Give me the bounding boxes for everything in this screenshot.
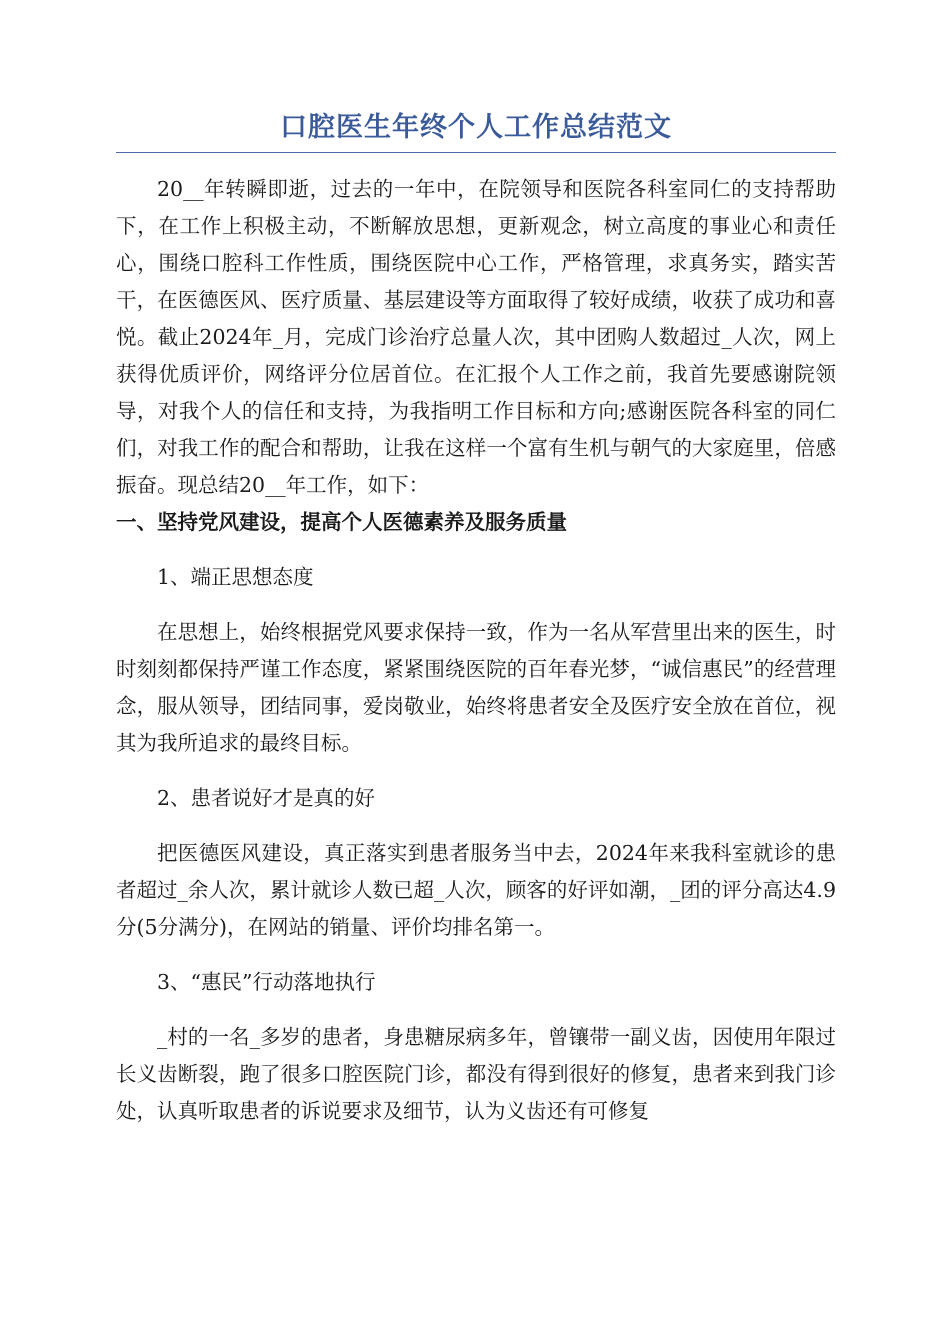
subsection-2-heading: 2、患者说好才是真的好 xyxy=(157,786,376,810)
section-1-heading: 一、坚持党风建设，提高个人医德素养及服务质量 xyxy=(116,510,567,534)
subsection-3-heading: 3、“惠民”行动落地执行 xyxy=(157,970,376,994)
subsection-3-paragraph: _村的一名_多岁的患者，身患糖尿病多年，曾镶带一副义齿，因使用年限过长义齿断裂，跑了很多口腔医院门诊，都没有得到很好的修复，患者来到我门诊处，认真听取患者的诉说要求及细节，认为义齿还有可修复 xyxy=(116,1025,836,1123)
document-page xyxy=(116,108,836,1130)
subsection-1-paragraph: 在思想上，始终根据党风要求保持一致，作为一名从军营里出来的医生，时时刻刻都保持严谨工作态度，紧紧围绕医院的百年春光梦，“诚信惠民”的经营理念，服从领导，团结同事，爱岗敬业，始终将患者安全及医疗安全放在首位，视其为我所追求的最终目标。 xyxy=(116,620,836,755)
subsection-1-heading: 1、端正思想态度 xyxy=(157,565,314,589)
document-body xyxy=(116,171,836,1130)
document-title: 口腔医生年终个人工作总结范文 xyxy=(116,108,836,153)
subsection-2-paragraph: 把医德医风建设，真正落实到患者服务当中去，2024年来我科室就诊的患者超过_余人次，累计就诊人数已超_人次，顾客的好评如潮，_团的评分高达4.9分(5分满分)，在网站的销量、评价均排名第一。 xyxy=(116,841,836,939)
intro-paragraph: 20__年转瞬即逝，过去的一年中，在院领导和医院各科室同仁的支持帮助下，在工作上积极主动，不断解放思想，更新观念，树立高度的事业心和责任心，围绕口腔科工作性质，围绕医院中心工作，严格管理，求真务实，踏实苦干，在医德医风、医疗质量、基层建设等方面取得了较好成绩，收获了成功和喜悦。截止2024年_月，完成门诊治疗总量人次，其中团购人数超过_人次，网上获得优质评价，网络评分位居首位。在汇报个人工作之前，我首先要感谢院领导，对我个人的信任和支持，为我指明工作目标和方向;感谢医院各科室的同仁们，对我工作的配合和帮助，让我在这样一个富有生机与朝气的大家庭里，倍感振奋。现总结20__年工作，如下： xyxy=(116,177,836,497)
